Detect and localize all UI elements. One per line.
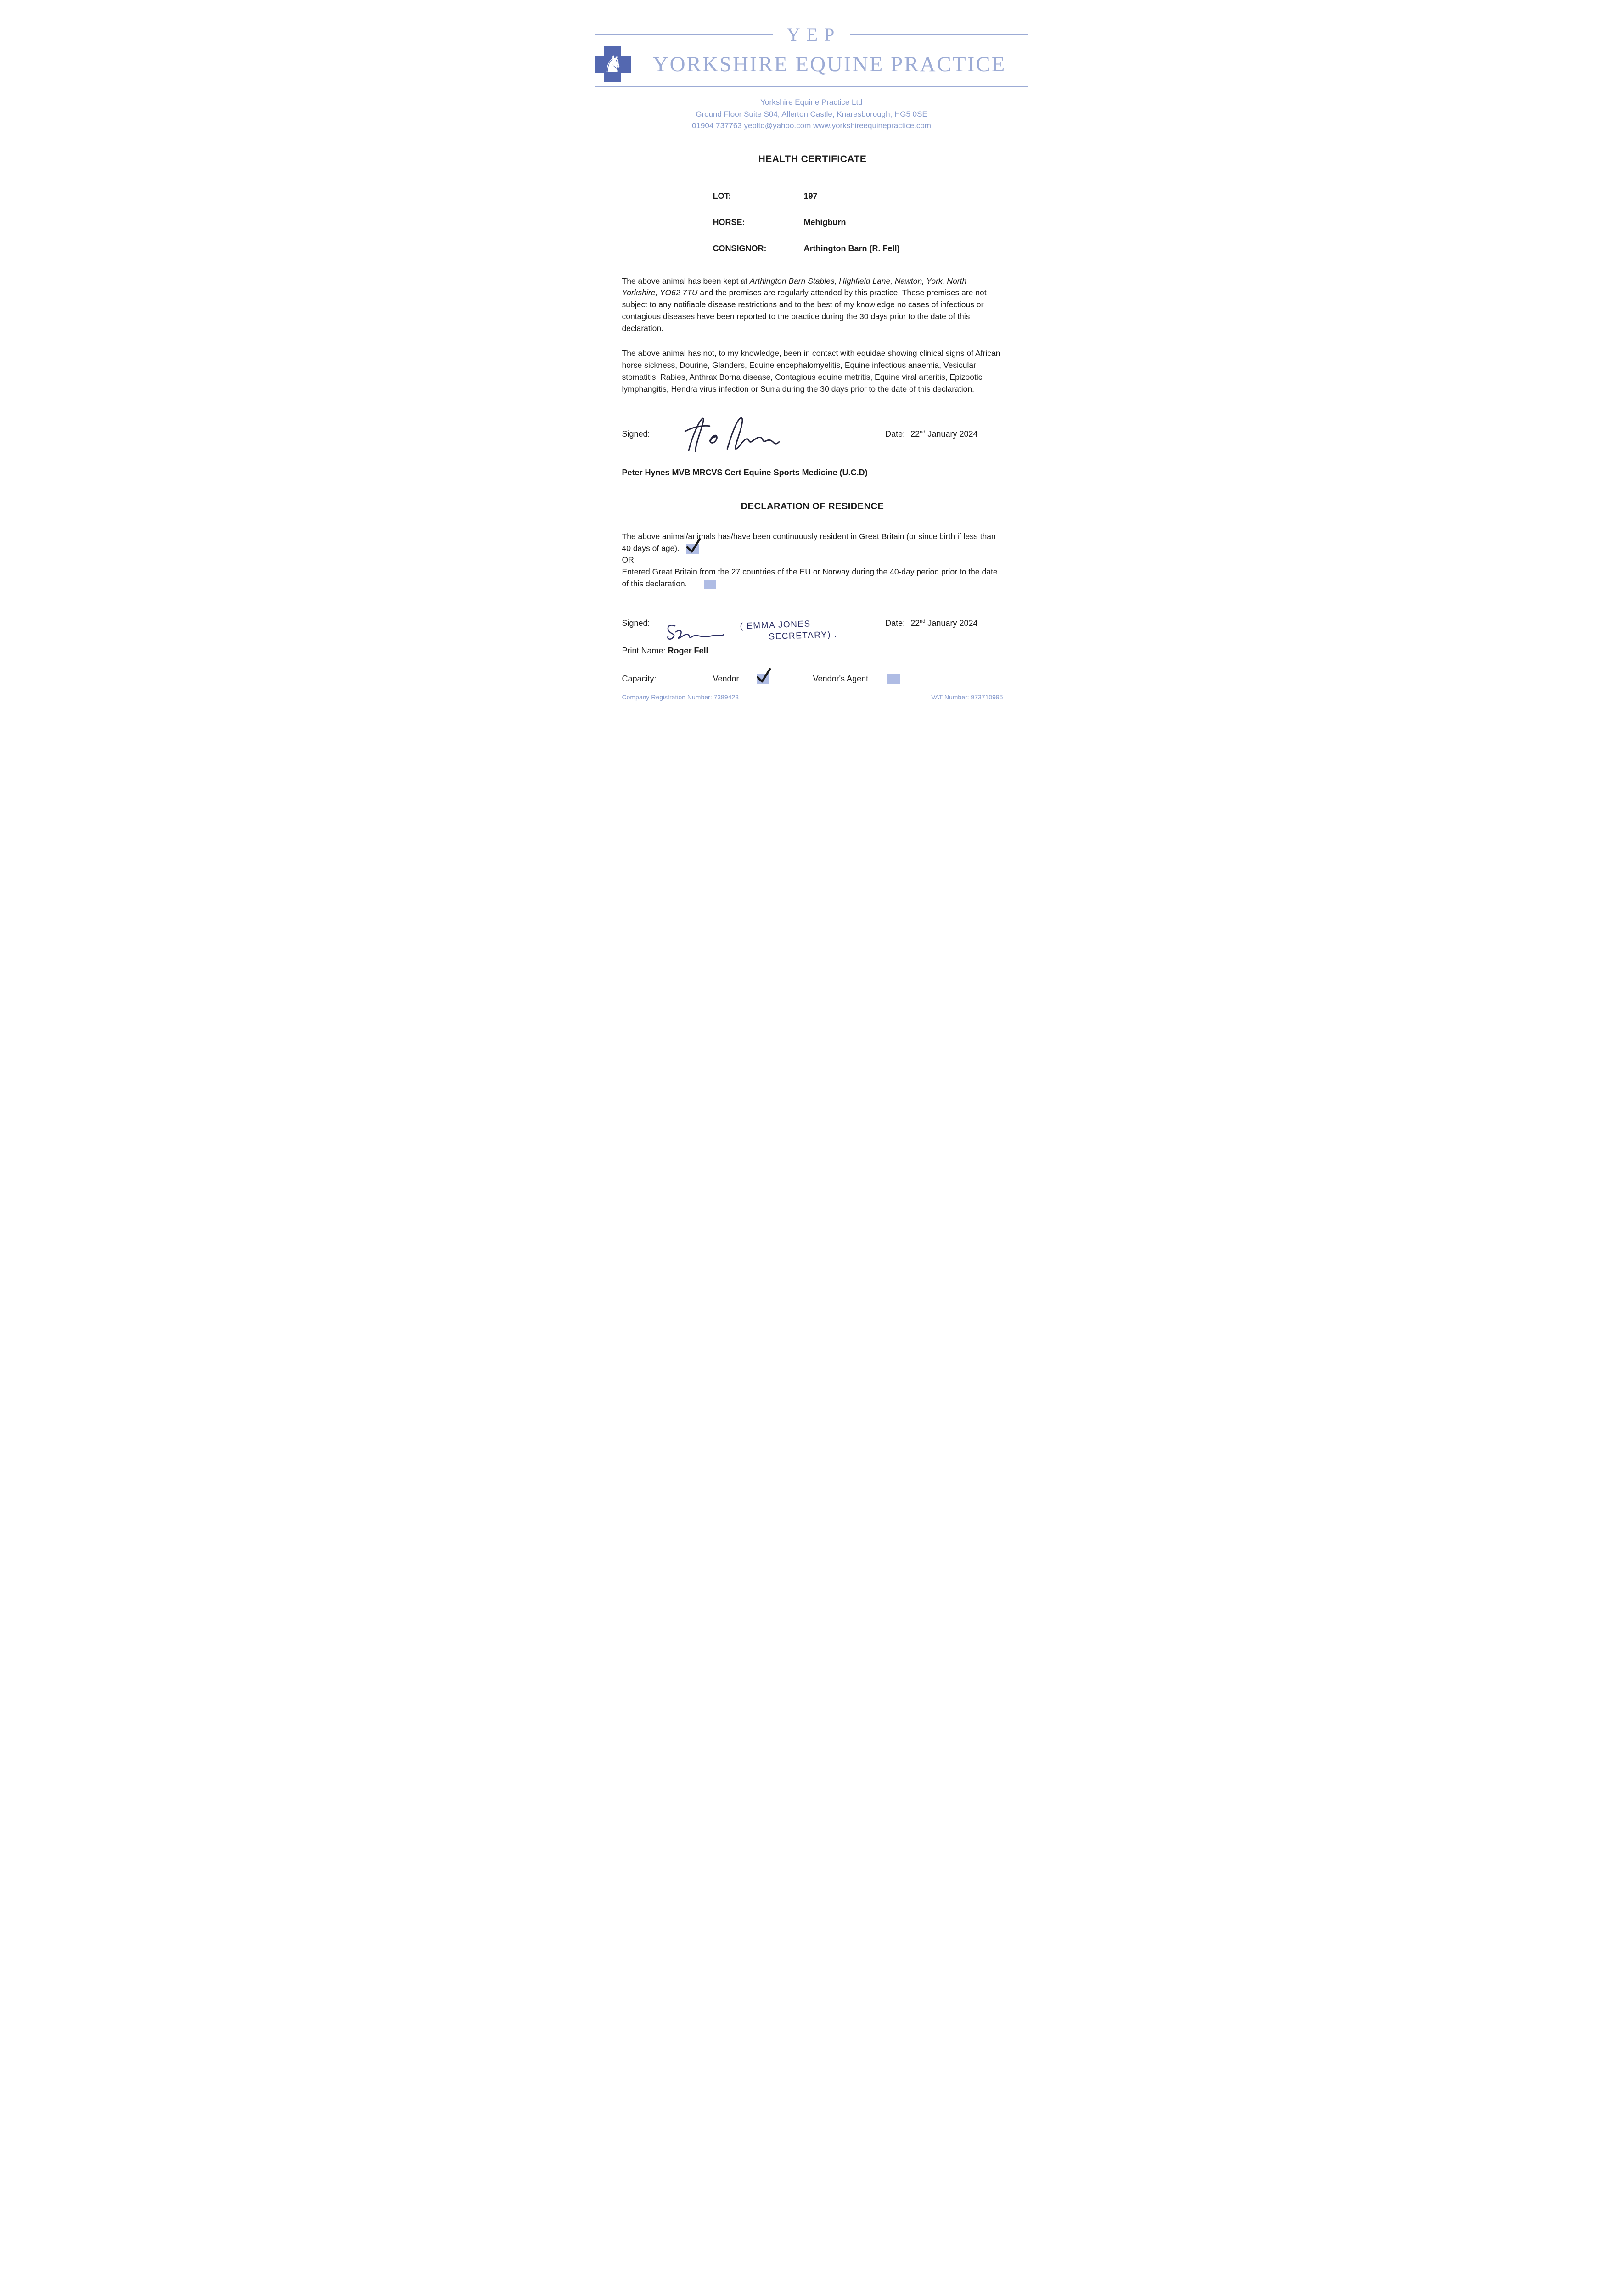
yep-monogram-row [595,24,1028,45]
health-certificate-page [559,0,1064,715]
field-label: CONSIGNOR: [713,243,767,253]
secretary-handwritten-note [740,618,837,644]
contact-line: 01904 737763 yepltd@yahoo.com www.yorkshireequinepractice.com [692,121,931,130]
vat-number: VAT Number: 973710995 [931,693,1003,701]
certificate-fields [622,191,1003,253]
date-label: Date: [885,429,905,439]
signed-label: Signed: [622,429,650,439]
field-value: Mehigburn [803,217,846,227]
premises-address: Arthington Barn Stables, Highfield Lane, Nawton, York, North Yorkshire, YO62 7TU [622,276,967,298]
field-value: Arthington Barn (R. Fell) [803,243,900,253]
practice-name: YORKSHIRE EQUINE PRACTICE [652,52,1006,76]
paragraph-text: The above animal has been kept at [622,276,750,286]
footer [622,693,1003,701]
residence-option-1 [622,530,1003,555]
note-line-1: ( EMMA JONES [739,619,811,631]
vet-date [885,429,977,439]
company-registration-number: Company Registration Number: 7389423 [622,693,739,701]
left-rule [595,34,773,35]
capacity-option-vendors-agent: Vendor's Agent [813,674,869,683]
field-lot [713,191,1003,201]
field-label: HORSE: [713,217,745,227]
header-divider [595,86,1028,87]
capacity-label: Capacity: [622,674,657,683]
horse-icon: ♞ [602,51,623,77]
print-name-label: Print Name: [622,646,666,655]
vendors-agent-checkbox [887,674,900,684]
document-title: HEALTH CERTIFICATE [758,153,867,164]
yep-monogram: YEP [786,24,841,45]
field-consignor [713,244,1003,253]
vendor-signature [663,619,727,643]
paragraph-text: and the premises are regularly attended by this practice. These premises are not subject to any notifiable disease restrictions and to the best of my knowledge no cases of infectious or contagious diseases have been reported to the practice during the 30 days prior to the date of this declaration. [622,288,987,333]
date-ordinal: nd [920,429,926,435]
checkmark-icon [684,537,702,554]
practice-title-row [595,46,1028,82]
print-name-row [622,646,1003,656]
field-horse [713,218,1003,227]
vet-name: Peter Hynes MVB MRCVS Cert Equine Sports Medicine (U.C.D) [622,467,868,477]
residence-option-2-checkbox [704,580,716,589]
company-line: Yorkshire Equine Practice Ltd [760,98,863,107]
signed-label: Signed: [622,618,650,628]
right-rule [850,34,1028,35]
date-rest: January 2024 [925,618,978,628]
practice-logo [595,46,631,82]
residence-option-1-checkbox [686,544,699,554]
disease-paragraph: The above animal has not, to my knowledge, been in contact with equidae showing clinical signs of African horse sickness, Dourine, Glanders, Equine encephalomyelitis, Equine infectious anaemia, Vesicular stomatitis, Rabies, Anthrax Borna disease, Contagious equine metritis, Equine viral arteritis, Epizootic lymphangitis, Hendra virus infection or Surra during the 30 days prior to the date of this declaration. [622,348,1000,394]
field-label: LOT: [713,191,731,201]
residence-option-2 [622,566,1003,590]
note-line-2: SECRETARY) . [768,629,837,642]
date-ordinal: nd [920,618,926,624]
date-rest: January 2024 [925,429,978,439]
checkmark-icon [754,667,772,684]
vendor-signature-row [622,619,1003,643]
vendor-date [885,619,977,628]
document-body [559,154,1064,684]
date-day: 22 [910,618,920,628]
address-line: Ground Floor Suite S04, Allerton Castle, Knaresborough, HG5 0SE [696,109,927,118]
declaration-title: DECLARATION OF RESIDENCE [741,501,884,512]
vet-signature-row [622,415,1003,454]
option-text: The above animal/animals has/have been continuously resident in Great Britain (or since birth if less than 40 days of age). [622,531,996,553]
vet-signature [675,415,781,454]
field-value: 197 [803,191,818,201]
print-name-value: Roger Fell [668,646,708,655]
date-label: Date: [885,618,905,628]
premises-paragraph [622,276,1003,335]
capacity-option-vendor: Vendor [713,674,739,683]
capacity-row [622,674,1003,684]
date-day: 22 [910,429,920,439]
or-label: OR [622,555,634,565]
vendor-checkbox [757,674,769,684]
option-text: Entered Great Britain from the 27 countries of the EU or Norway during the 40-day period prior to the date of this declaration. [622,567,998,589]
letterhead [559,0,1064,87]
address-block [559,96,1064,132]
